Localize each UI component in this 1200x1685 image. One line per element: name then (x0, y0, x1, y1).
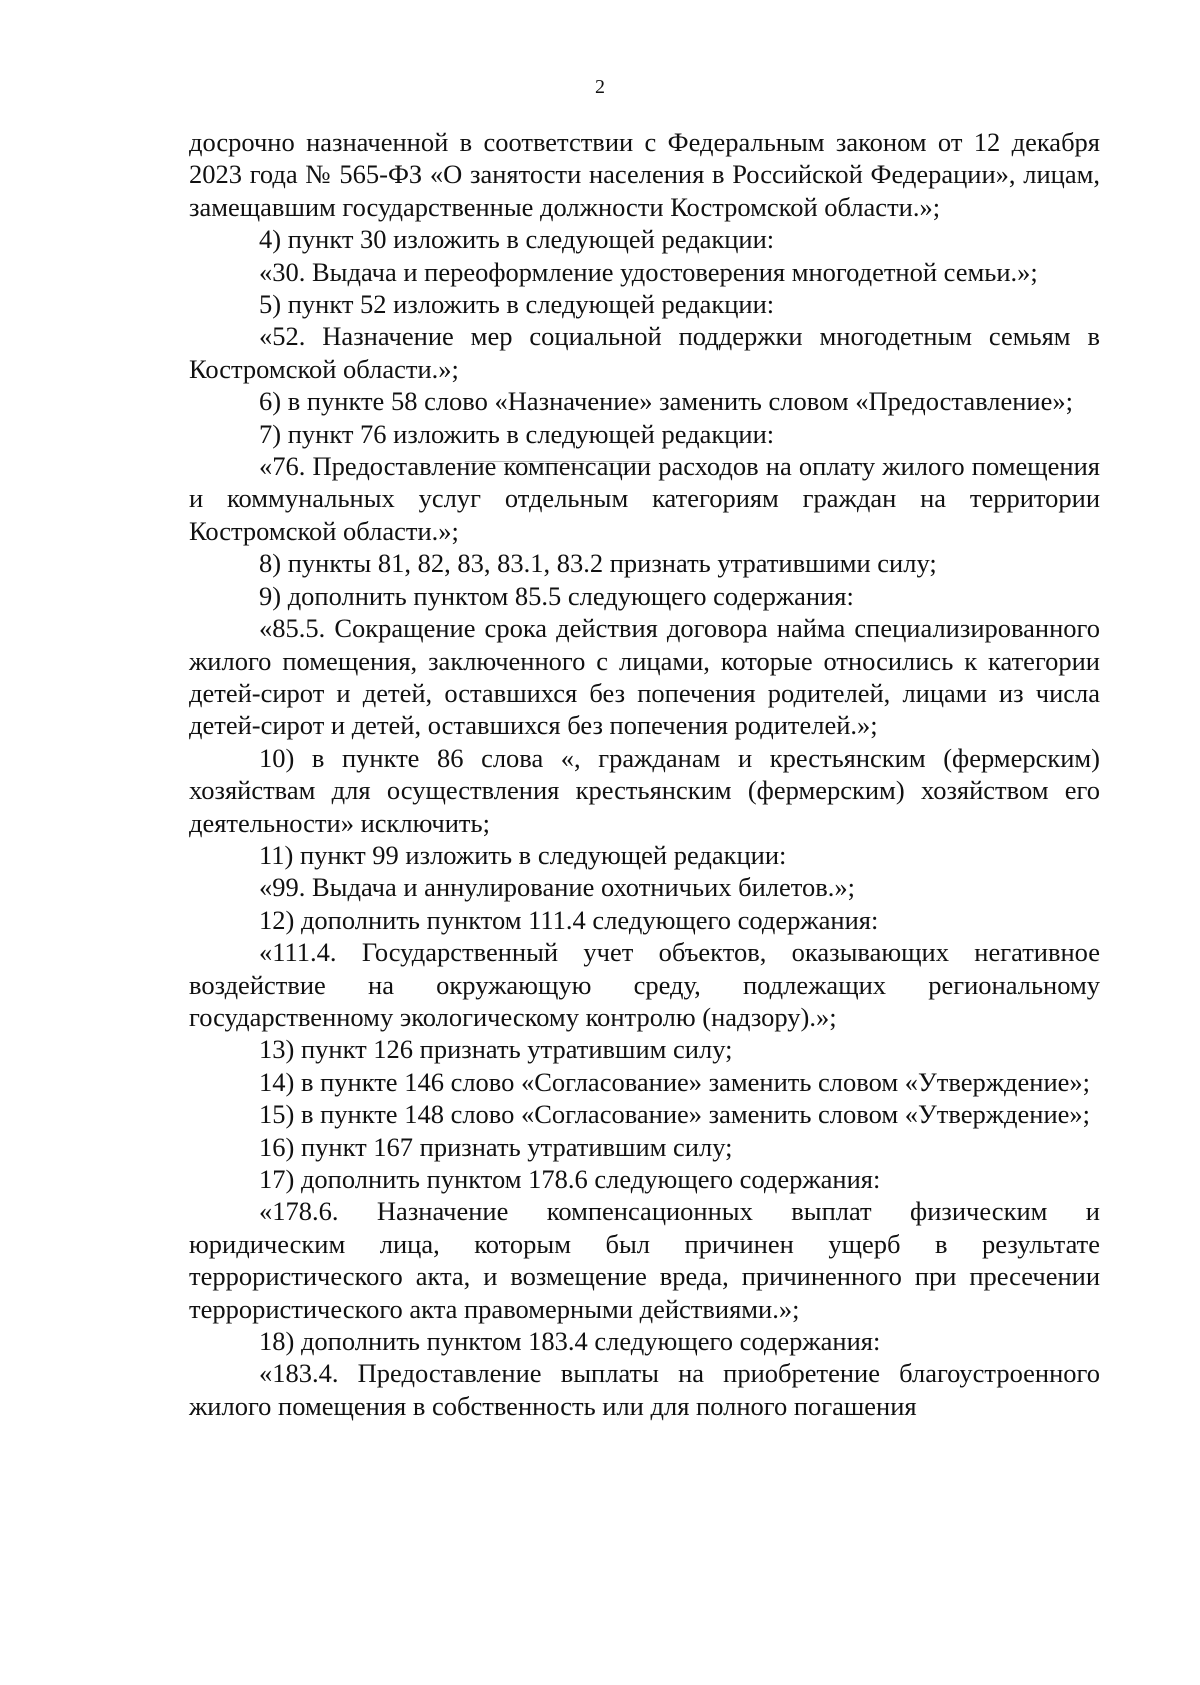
paragraph-quote-183-4: «183.4. Предоставление выплаты на приобретение благоустроенного жилого помещения в собственность или для полного погашения (189, 1358, 1100, 1421)
paragraph-item-8: 8) пункты 81, 82, 83, 83.1, 83.2 признать утратившими силу; (259, 548, 937, 579)
paragraph-quote-111-4: «111.4. Государственный учет объектов, оказывающих негативное воздействие на окружающую среду, подлежащих региональному государственному экологическому контролю (надзору).»; (189, 937, 1100, 1032)
paragraph-quote-52: «52. Назначение мер социальной поддержки многодетным семьям в Костромской области.»; (189, 321, 1100, 384)
paragraph-item-10: 10) в пункте 86 слова «, гражданам и крестьянским (фермерским) хозяйствам для осуществления крестьянским (фермерским) хозяйством его деятельности» исключить; (189, 742, 1100, 838)
page-number: 2 (595, 76, 605, 98)
paragraph-item-15: 15) в пункте 148 слово «Согласование» заменить словом «Утверждение»; (259, 1099, 1091, 1130)
scan-artifact-line (465, 461, 650, 462)
paragraph-continuation: досрочно назначенной в соответствии с Федеральным законом от 12 декабря 2023 года № 565-ФЗ «О занятости населения в Российской Федерации», лицам, замещавшим государственные должности Костромской области.»; (189, 127, 1100, 222)
paragraph-item-16: 16) пункт 167 признать утратившим силу; (259, 1131, 733, 1162)
paragraph-item-12: 12) дополнить пунктом 111.4 следующего содержания: (259, 904, 879, 935)
paragraph-item-18: 18) дополнить пунктом 183.4 следующего содержания: (259, 1326, 881, 1357)
paragraph-item-13: 13) пункт 126 признать утратившим силу; (259, 1034, 733, 1065)
paragraph-quote-99: «99. Выдача и аннулирование охотничьих билетов.»; (259, 872, 856, 903)
paragraph-quote-76: «76. Предоставление компенсации расходов на оплату жилого помещения и коммунальных услуг отдельным категориям граждан на территории Костромской области.»; (189, 451, 1100, 546)
paragraph-item-14: 14) в пункте 146 слово «Согласование» заменить словом «Утверждение»; (259, 1066, 1091, 1097)
paragraph-item-11: 11) пункт 99 изложить в следующей редакции: (259, 839, 787, 870)
paragraph-quote-178-6: «178.6. Назначение компенсационных выплат физическим и юридическим лица, которым был причинен ущерб в результате террористического акта, и возмещение вреда, причиненного при пресечении террористического акта правомерными действиями.»; (189, 1196, 1100, 1324)
paragraph-item-17: 17) дополнить пунктом 178.6 следующего содержания: (259, 1164, 881, 1194)
document-body (189, 126, 1100, 1422)
paragraph-item-4: 4) пункт 30 изложить в следующей редакции: (259, 224, 775, 255)
paragraph-item-5: 5) пункт 52 изложить в следующей редакции: (259, 289, 775, 320)
paragraph-item-9: 9) дополнить пунктом 85.5 следующего содержания: (259, 580, 854, 611)
paragraph-item-6: 6) в пункте 58 слово «Назначение» заменить словом «Предоставление»; (259, 386, 1073, 417)
paragraph-item-7: 7) пункт 76 изложить в следующей редакции: (259, 418, 775, 449)
paragraph-quote-30: «30. Выдача и переоформление удостоверения многодетной семьи.»; (259, 256, 1038, 287)
paragraph-quote-85-5: «85.5. Сокращение срока действия договора найма специализированного жилого помещения, заключенного с лицами, которые относились к категории детей-сирот и детей, оставшихся без попечения родителей, лицами из числа детей-сирот и детей, оставшихся без попечения родителей.»; (189, 613, 1100, 741)
